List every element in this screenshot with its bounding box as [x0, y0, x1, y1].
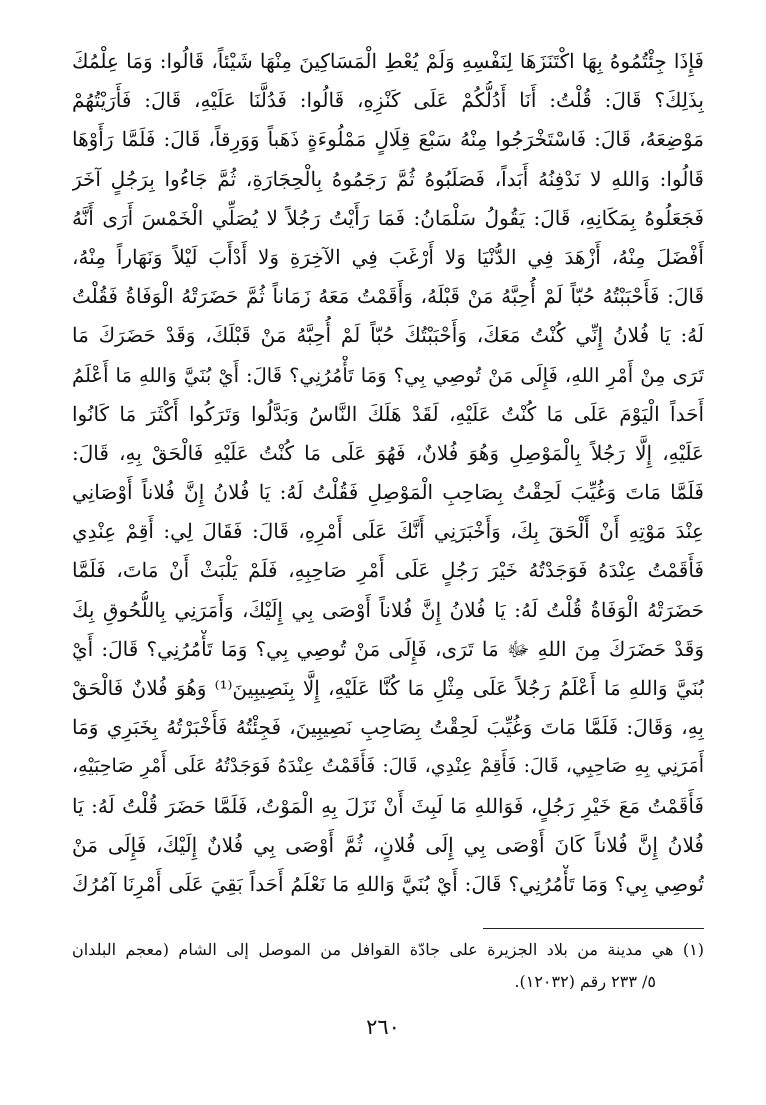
text-line: فَأَقَمْتُ عِنْدَهُ فَوَجَدْتُهُ خَيْرَ رَجُلٍ عَلَى أَمْرِ صَاحِبِهِ، فَلَمْ يَلْبَثْ أَنْ مَاتَ، فَلَمَّا: [72, 558, 704, 583]
text-line: قَالَ: فَأَحْبَبْتُهُ حُبّاً لَمْ أُحِبَّهُ مَنْ قَبْلَهُ، وَأَقَمْتُ مَعَهُ زَمَاناً ثُمَّ حَضَرَتْهُ الْوَفَاةُ فَقُلْتُ: [72, 284, 704, 309]
text-line: تُوصِي بِي؟ وَمَا تَأْمُرُنِي؟ قَالَ: أَيْ بُنَيَّ وَاللهِ مَا نَعْلَمُ أَحَداً بَقِيَ عَلَى أَمْرِنَا آمُرُكَ: [72, 871, 704, 896]
text-line: حَضَرَتْهُ الْوَفَاةُ قُلْتُ لَهُ: يَا فُلانُ إِنَّ فُلاناً أَوْصَى بِي إِلَيْكَ، وَأَمَرَنِي بِاللُّحُوقِ بِكَ: [72, 597, 704, 622]
text-line: أَفْضَلَ مِنْهُ، أَزْهَدَ فِي الدُّنْيَا وَلا أَرْغَبَ فِي الآخِرَةِ وَلا أَدْأَبَ لَيْلاً وَنَهَاراً مِنْهُ،: [72, 244, 704, 269]
text-line: بِهِ، وَقَالَ: فَلَمَّا مَاتَ وَغُيِّبَ لَحِقْتُ بِصَاحِبِ نَصِيبِينَ، فَجِئْتُهُ فَأَخْبَرْتُهُ بِخَبَرِي وَمَا: [72, 715, 704, 740]
text-line: فُلانُ إِنَّ فُلاناً كَانَ أَوْصَى بِي إِلَى فُلانٍ، ثُمَّ أَوْصَى بِي فُلانٌ إِلَيْكَ، فَإِلَى مَنْ: [72, 832, 704, 857]
text-line: أَحَداً الْيَوْمَ عَلَى مَا كُنْتُ عَلَيْهِ، لَقَدْ هَلَكَ النَّاسُ وَبَدَّلُوا وَتَرَكُوا أَكْثَرَ مَا كَانُوا: [72, 401, 704, 426]
text-line: تَرَى مِنْ أَمْرِ اللهِ، فَإِلَى مَنْ تُوصِي بِي؟ وَمَا تَأْمُرُنِي؟ قَالَ: أَيْ بُنَيَّ وَاللهِ مَا أَعْلَمُ: [72, 363, 704, 387]
text-line: وَقَدْ حَضَرَكَ مِنَ اللهِ ﷻ مَا تَرَى، فَإِلَى مَنْ تُوصِي بِي؟ وَمَا تَأْمُرُنِي؟ قَالَ: أَيْ: [72, 636, 704, 661]
footnote-line: ٥/ ٢٣٣ رقم (١٢٠٣٢).: [514, 972, 656, 991]
footnote-block: [72, 934, 704, 998]
page-number: ٢٦٠: [366, 1015, 400, 1039]
text-line: فَجَعَلُوهُ بِمَكَانِهِ، قَالَ: يَقُولُ سَلْمَانُ: فَمَا رَأَيْتُ رَجُلاً لا يُصَلِّي الْخَمْسَ أَرَى أَنَّهُ: [72, 205, 704, 230]
footnote-line: (١) هي مدينة من بلاد الجزيرة على جادّة القوافل من الموصل إلى الشام (معجم البلدان: [72, 940, 704, 959]
text-line: فَلَمَّا مَاتَ وَغُيِّبَ لَحِقْتُ بِصَاحِبِ الْمَوْصِلِ فَقُلْتُ لَهُ: يَا فُلانُ إِنَّ فُلاناً أَوْصَانِي: [72, 480, 704, 505]
text-line: عَلَيْهِ، إِلَّا رَجُلاً بِالْمَوْصِلِ وَهُوَ فُلانٌ، فَهُوَ عَلَى مَا كُنْتُ عَلَيْهِ فَالْحَقْ بِهِ، قَالَ:: [72, 440, 704, 465]
text-line: عِنْدَ مَوْتِهِ أَنْ أَلْحَقَ بِكَ، وَأَخْبَرَنِي أَنَّكَ عَلَى أَمْرِهِ، قَالَ: فَقَالَ لِي: أَقِمْ عِنْدِي: [72, 519, 704, 544]
text-line: فَإِذَا جِئْتُمُوهُ بِهَا اكْتَنَزَهَا لِنَفْسِهِ وَلَمْ يُعْطِ الْمَسَاكِينَ مِنْهَا شَيْئاً، قَالُوا: وَمَا عِلْمُكَ: [72, 49, 704, 73]
text-line: لَهُ: يَا فُلانُ إِنِّي كُنْتُ مَعَكَ، وَأَحْبَبْتُكَ حُبّاً لَمْ أُحِبَّهُ مَنْ قَبْلَكَ، وَقَدْ حَضَرَكَ مَا: [72, 323, 704, 348]
footnote-separator: [483, 928, 704, 929]
text-line: بُنَيَّ وَاللهِ مَا أَعْلَمُ رَجُلاً عَلَى مِثْلِ مَا كُنَّا عَلَيْهِ، إِلَّا بِنَصِيبِينَ⁽¹⁾ وَهُوَ فُلانٌ فَالْحَقْ: [72, 676, 704, 700]
text-line: أَمَرَنِي بِهِ صَاحِبِي، قَالَ: فَأَقِمْ عِنْدِي، قَالَ: فَأَقَمْتُ عِنْدَهُ فَوَجَدْتُهُ عَلَى أَمْرِ صَاحِبَيْهِ،: [72, 755, 704, 778]
text-line: بِذَلِكَ؟ قَالَ: قُلْتُ: أَنَا أَدُلُّكُمْ عَلَى كَنْزِهِ، قَالُوا: فَدُلَّنَا عَلَيْهِ، قَالَ: فَأَرَيْتُهُمْ: [72, 88, 704, 113]
main-text-block: [72, 42, 704, 904]
text-line: فَأَقَمْتُ مَعَ خَيْرِ رَجُلٍ، فَوَاللهِ مَا لَبِثَ أَنْ نَزَلَ بِهِ الْمَوْتُ، فَلَمَّا حَضَرَ قُلْتُ لَهُ: يَا: [72, 793, 704, 818]
text-line: مَوْضِعَهُ، قَالَ: فَاسْتَخْرَجُوا مِنْهُ سَبْعَ قِلَالٍ مَمْلُوءَةٍ ذَهَباً وَوَرِقاً، قَالَ: فَلَمَّا رَأَوْهَا: [72, 127, 704, 152]
text-line: قَالُوا: وَاللهِ لا نَدْفِنُهُ أَبَداً، فَصَلَبُوهُ ثُمَّ رَجَمُوهُ بِالْحِجَارَةِ، ثُمَّ جَاءُوا بِرَجُلٍ آخَرَ: [72, 166, 704, 191]
